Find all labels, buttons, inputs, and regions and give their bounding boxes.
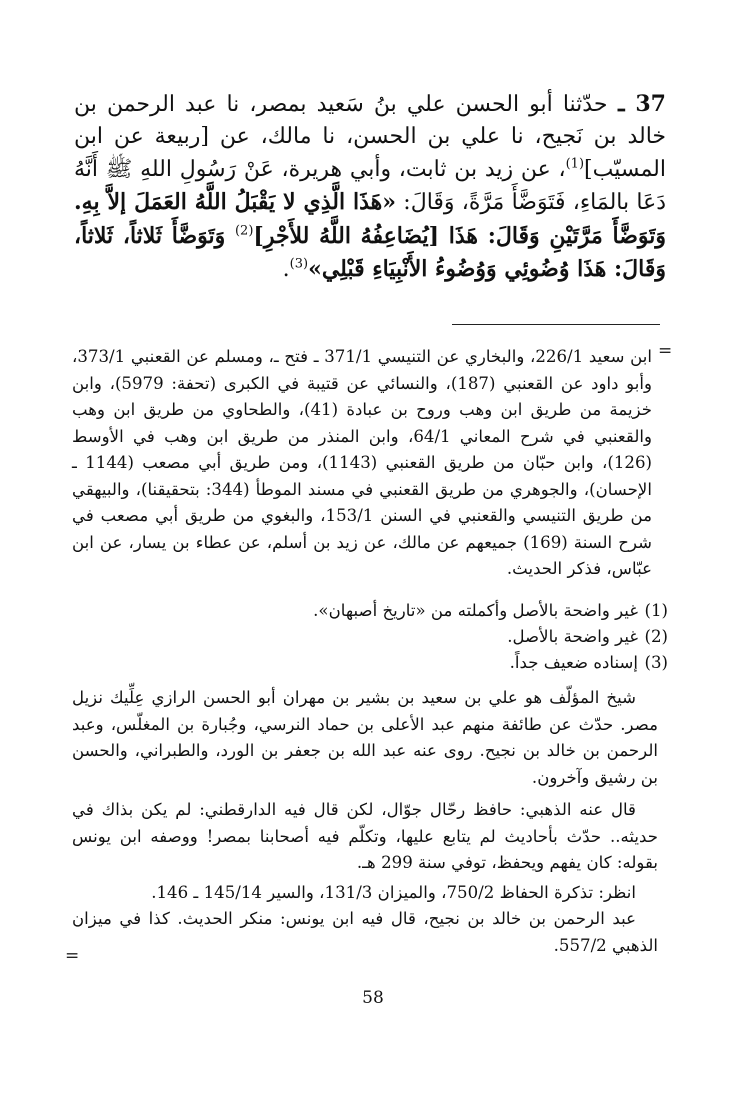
footnotes-list bbox=[72, 598, 668, 676]
hadith-matn-part2: وَتَوَضَّأَ ثَلاثاً، ثَلاثاً، وَقَالَ: هَذَا وُضُوئِي وَوُضُوءُ الأَنْبِيَاءِ قَبْلِي» bbox=[74, 222, 666, 283]
hadith-dash: ـ bbox=[607, 91, 636, 117]
hadith-text bbox=[74, 88, 666, 286]
footnote-continuation: ابن سعيد 226/1، والبخاري عن التنيسي 371/1 ـ فتح ـ، ومسلم عن القعنبي 373/1، وأبو داود عن القعنبي (187)، والنسائي عن قتيبة في الكبرى (تحفة: 5979)، وابن خزيمة من طريق ابن وهب وروح بن عبادة (41)، والطحاوي من طريق ابن وهب والقعنبي في شرح المعاني 64/1، وابن المنذر من طريق ابن وهب في الأوسط (126)، وابن حبّان من طريق القعنبي (1143)، ومن طريق أبي مصعب (1144 ـ الإحسان)، والجوهري من طريق القعنبي في مسند الموطأ (344: بتحقيقنا)، والبيهقي من طريق التنيسي والقعنبي في السنن 153/1، والبغوي من طريق أبي مصعب في شرح السنة (169) جميعهم عن مالك، عن زيد بن أسلم، عن عطاء بن يسار، عن ابن عبّاس، فذكر الحديث. bbox=[72, 347, 652, 578]
hadith-isnad: حدّثنا أبو الحسن علي بنُ سَعيد بمصر، نا عبد الرحمن بن خالد بن نَجيح، نا علي بن الحسن، نا مالك، عن [ربيعة عن ابن المسيّب] bbox=[74, 92, 666, 182]
continued-marker: = bbox=[65, 946, 80, 966]
footnote-ref-3: (3) bbox=[289, 256, 309, 272]
footnote-1 bbox=[72, 598, 668, 624]
hadith-end: . bbox=[282, 257, 290, 283]
footnote-number: (3) bbox=[644, 653, 668, 672]
bio-paragraph-abdulrahman: عبد الرحمن بن خالد بن نجيح، قال فيه ابن يونس: منكر الحديث. كذا في ميزان الذهبي 557/2. bbox=[72, 909, 658, 955]
bio-paragraph-sheikh: شيخ المؤلّف هو علي بن سعيد بن بشير بن مهران أبو الحسن الرازي عِلِّيك نزيل مصر. حدّث عن طائفة منهم عبد الأعلى بن حماد النرسي، وجُبارة بن المغلّس، وعبد الرحمن بن خالد بن نجيح. روى عنه عبد الله بن جعفر بن الورد، والطبراني، والحسن بن رشيق وآخرون. bbox=[72, 688, 658, 787]
footnote-ref-1: (1) bbox=[565, 156, 585, 172]
hadith-number: 37 bbox=[635, 91, 666, 117]
bio-paragraph-dhahabi: قال عنه الذهبي: حافظ رحّال جوّال، لكن قال فيه الدارقطني: لم يكن بذاك في حديثه.. حدّث بأحاديث لم يتابع عليها، وتكلّم فيه أصحابنا بمصر! ووصفه ابن يونس بقوله: كان يفهم ويحفظ، توفي سنة 299 هـ. bbox=[72, 800, 658, 873]
footnote-separator bbox=[452, 324, 660, 325]
footnote-text: غير واضحة بالأصل وأكملته من «تاريخ أصبهان». bbox=[313, 601, 638, 620]
footnote-2 bbox=[72, 624, 668, 650]
footnote-number: (2) bbox=[644, 627, 668, 646]
footnote-text: إسناده ضعيف جداً. bbox=[509, 653, 638, 672]
page-number: 58 bbox=[362, 988, 384, 1008]
footnote-text: غير واضحة بالأصل. bbox=[507, 627, 638, 646]
footnote-3 bbox=[72, 650, 668, 676]
bio-paragraph-sources: انظر: تذكرة الحفاظ 750/2، والميزان 131/3، والسير 145/14 ـ 146. bbox=[151, 883, 636, 902]
footnote-number: (1) bbox=[644, 601, 668, 620]
hadith-matn-part1: «هَذَا الَّذِي لا يَقْبَلُ اللَّهُ العَمَلَ إلاَّ بِهِ. وَتَوَضَّأَ مَرَّتَيْنِ وَقَالَ: هَذَا [يُضَاعِفُهُ اللَّهُ للأَجْرِ] bbox=[74, 189, 666, 249]
hadith-isnad-continued: ، عن زيد بن ثابت، وأبي هريرة، عَنْ رَسُولِ اللهِ ﷺ أَنَّهُ دَعَا بالمَاءِ، فَتَوَضَّأَ مَرَّةً، وَقَالَ: bbox=[74, 156, 667, 216]
footnote-ref-2: (2) bbox=[234, 223, 254, 239]
continuation-marker: = bbox=[658, 341, 673, 361]
